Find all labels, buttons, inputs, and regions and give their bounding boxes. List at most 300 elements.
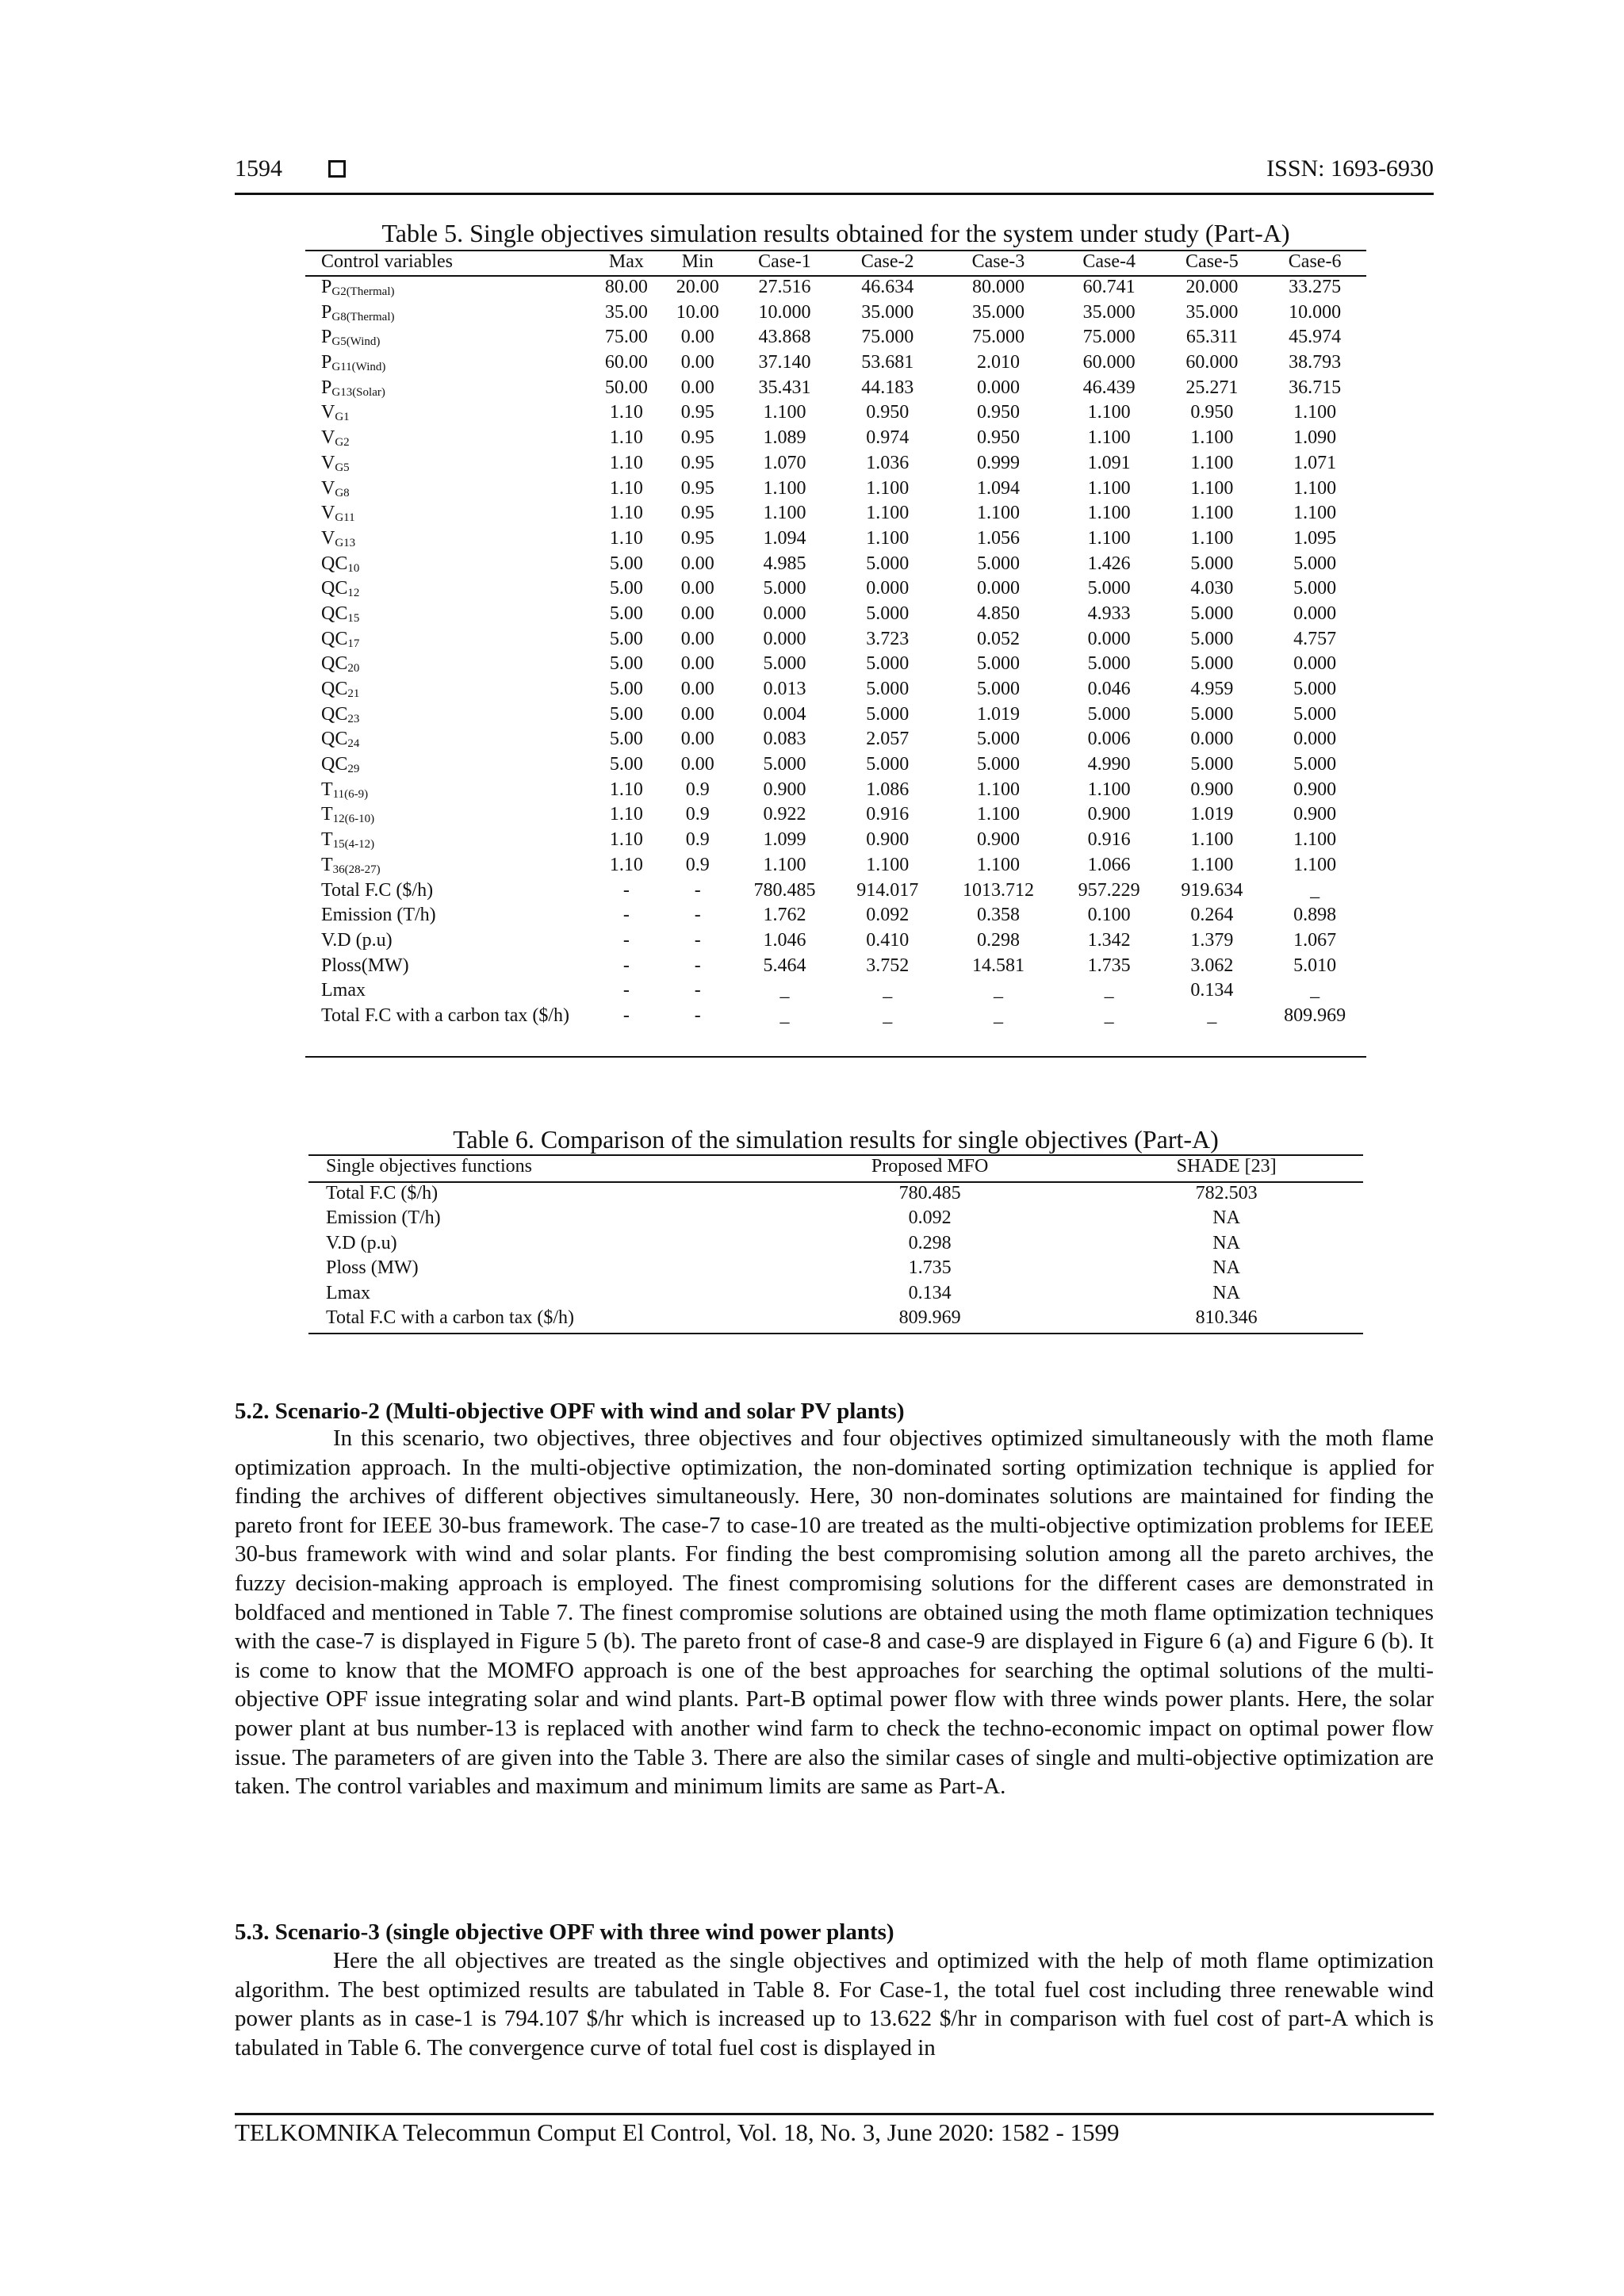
table5-cell: 35.000 <box>1185 301 1239 323</box>
table5-cell: 5.000 <box>763 754 806 775</box>
table5-row-label <box>305 880 591 905</box>
table5-cell: 37.140 <box>758 352 811 373</box>
table5-cell: 0.950 <box>866 402 910 423</box>
table6-row <box>308 1233 1363 1258</box>
variable-symbol: T <box>321 829 333 851</box>
table5-cell: 5.00 <box>609 679 643 699</box>
table6-cell: NA <box>1212 1257 1240 1278</box>
table5-cell: - <box>622 879 630 901</box>
table5-cell: 5.000 <box>976 553 1020 574</box>
variable-symbol: QC <box>321 603 348 624</box>
table5-cell: 0.006 <box>1087 729 1131 750</box>
table6-cell: NA <box>1212 1207 1240 1228</box>
table5-row <box>305 327 1366 352</box>
table5-cell: - <box>694 1004 701 1026</box>
variable-symbol: QC <box>321 754 348 775</box>
table5-header-cell: Max <box>608 251 644 272</box>
table5-cell: _ <box>1310 879 1320 901</box>
variable-symbol: P <box>321 377 332 398</box>
table5-cell: 1.10 <box>609 829 643 851</box>
table5-cell: 1.762 <box>763 905 806 926</box>
table5-cell: 5.464 <box>763 955 806 976</box>
variable-symbol: QC <box>321 578 348 599</box>
table5-cell: 0.900 <box>1293 804 1337 825</box>
table5-cell: 1.100 <box>1190 527 1234 549</box>
table5-header-cell: Case-6 <box>1288 251 1342 272</box>
table5-cell: 5.000 <box>976 729 1020 750</box>
table5-cell: 5.000 <box>1087 703 1131 725</box>
table5-cell: 4.757 <box>1293 628 1337 649</box>
issn-label: ISSN: 1693-6930 <box>1266 155 1434 182</box>
table5-cell: 5.000 <box>976 754 1020 775</box>
variable-subscript: G5 <box>335 461 350 474</box>
variable-symbol: P <box>321 327 332 348</box>
table5-cell: 75.00 <box>604 327 648 348</box>
table5-header-cell: Case-1 <box>758 251 811 272</box>
table5-header-cell: Control variables <box>321 251 453 272</box>
table5-row-label <box>305 679 591 704</box>
table5-cell: 5.000 <box>1293 754 1337 775</box>
table5-cell: 0.95 <box>680 477 714 499</box>
table5-header-cell: Case-4 <box>1082 251 1136 272</box>
variable-subscript: 10 <box>347 561 360 575</box>
variable-symbol: V <box>321 427 335 449</box>
table5-cell: 1.099 <box>763 829 806 851</box>
table5-header-cell: Case-2 <box>860 251 914 272</box>
table5-cell: 1.100 <box>866 854 910 875</box>
table5-cell: 1.735 <box>1087 955 1131 976</box>
table5-cell: 0.950 <box>976 427 1020 449</box>
table5-cell: 919.634 <box>1181 879 1243 901</box>
variable-subscript: G13 <box>335 536 356 549</box>
table5-row <box>305 1005 1366 1057</box>
table5-header-cell: Case-3 <box>971 251 1025 272</box>
variable-subscript: G5(Wind) <box>331 335 381 349</box>
table6-cell: 0.134 <box>908 1282 952 1303</box>
table5-row-label <box>305 503 591 528</box>
variable-symbol: V <box>321 452 335 473</box>
table5-cell: 0.004 <box>763 703 806 725</box>
table5-cell: 65.311 <box>1185 327 1238 348</box>
table5-cell: 0.000 <box>866 578 910 599</box>
table5-cell: 3.752 <box>866 955 910 976</box>
table5-cell: 5.00 <box>609 603 643 624</box>
table5-cell: 1.100 <box>1190 503 1234 524</box>
variable-symbol: QC <box>321 628 348 649</box>
table5-cell: 60.000 <box>1185 352 1239 373</box>
table5-cell: 5.000 <box>1293 553 1337 574</box>
variable-subscript: G2(Thermal) <box>331 285 395 298</box>
table5-cell: 1.066 <box>1087 854 1131 875</box>
table5-row <box>305 829 1366 855</box>
table5-cell: 4.959 <box>1190 679 1234 699</box>
table5-row-label <box>305 553 591 579</box>
table5-row <box>305 528 1366 553</box>
table5-cell: 0.000 <box>763 603 806 624</box>
table5-cell: 1.100 <box>1190 452 1234 473</box>
table5-cell: 3.062 <box>1190 955 1234 976</box>
table5-row <box>305 905 1366 930</box>
table5-row-label <box>305 603 591 629</box>
table5-row <box>305 302 1366 327</box>
table5-cell: 1.100 <box>1087 402 1131 423</box>
table5-row-label <box>305 478 591 503</box>
variable-subscript: 11(6-9) <box>332 787 369 801</box>
table5-cell: 1.067 <box>1293 929 1337 951</box>
table5-row <box>305 679 1366 704</box>
table5-cell: 914.017 <box>856 879 919 901</box>
table5-cell: 0.000 <box>1087 628 1131 649</box>
table5-cell: 14.581 <box>971 955 1025 976</box>
table5-cell: 10.000 <box>1289 301 1342 323</box>
table5-cell: 5.000 <box>1087 578 1131 599</box>
table5-cell: _ <box>993 980 1003 1001</box>
table5-cell: 1.100 <box>763 854 806 875</box>
table5-cell: 0.00 <box>680 628 714 649</box>
variable-subscript: G11 <box>335 511 355 525</box>
table5-cell: 0.00 <box>680 578 714 599</box>
table5-cell: 1.090 <box>1293 427 1337 449</box>
variable-symbol: V <box>321 402 335 423</box>
table5-cell: 0.9 <box>685 829 710 851</box>
table5-cell: 36.715 <box>1289 377 1342 398</box>
table5-cell: 5.000 <box>866 703 910 725</box>
variable-symbol: Ploss(MW) <box>321 955 409 976</box>
table6-row-label: Emission (T/h) <box>326 1207 441 1228</box>
table5-cell: 1.100 <box>976 804 1020 825</box>
table5-cell: 5.00 <box>609 729 643 750</box>
table5-cell: 0.00 <box>680 703 714 725</box>
table5-cell: 5.000 <box>763 578 806 599</box>
section-5-2-paragraph: In this scenario, two objectives, three objectives and four objectives optimized simultaneously with the moth flame optimization approach. In the multi-objective optimization, the non-dominated sorting optimization technique is applied for finding the archives of different objectives simultaneously. Here, 30 non-dominates solutions are maintained for finding the pareto front for IEEE 30-bus framework. The case-7 to case-10 are treated as the multi-objective optimization problems for IEEE 30-bus framework with wind and solar plants. For finding the best compromising solution among all the pareto archives, the fuzzy decision-making approach is employed. The finest compromising solutions for the different cases are demonstrated in boldfaced and mentioned in Table 7. The finest compromise solutions are obtained using the moth flame optimization techniques with the case-7 is displayed in Figure 5 (b). The pareto front of case-8 and case-9 are displayed in Figure 6 (a) and Figure 6 (b). It is come to know that the MOMFO approach is one of the best approaches for searching the optimal solutions of the multi-objective OPF issue integrating solar and wind plants. Part-B optimal power flow with three winds power plants. Here, the solar power plant at bus number-13 is replaced with another wind farm to check the techno-economic impact on optimal power flow issue. The parameters of are given into the Table 3. There are also the similar cases of single and multi-objective optimization are taken. The control variables and maximum and minimum limits are same as Part-A. <box>235 1425 1434 1800</box>
table6-row-label: Lmax <box>326 1282 370 1303</box>
table5-cell: 1.10 <box>609 804 643 825</box>
table5-cell: 809.969 <box>1284 1004 1346 1026</box>
table5-cell: - <box>622 980 630 1001</box>
variable-subscript: 12 <box>347 587 360 600</box>
table5-cell: 0.900 <box>763 779 806 800</box>
table5-row-label <box>305 352 591 377</box>
table5-cell: 1.100 <box>1293 854 1337 875</box>
table5-cell: 957.229 <box>1078 879 1140 901</box>
table5-cell: 0.95 <box>680 452 714 473</box>
table5-cell: 0.95 <box>680 503 714 524</box>
table5-cell: 44.183 <box>861 377 914 398</box>
table5-row-label <box>305 930 591 955</box>
table5-cell: 35.000 <box>1082 301 1136 323</box>
table5-cell: 80.00 <box>604 277 648 297</box>
variable-symbol: V <box>321 527 335 549</box>
table5-header-row <box>305 251 1366 276</box>
table5-cell: 5.000 <box>976 653 1020 675</box>
table5-cell: 75.000 <box>1082 327 1136 348</box>
variable-subscript: 24 <box>347 737 360 751</box>
table5-cell: 1.070 <box>763 452 806 473</box>
table5-cell: 0.9 <box>685 804 710 825</box>
variable-symbol: QC <box>321 653 348 675</box>
table5-cell: 0.95 <box>680 527 714 549</box>
table5-row <box>305 377 1366 403</box>
variable-subscript: 36(28-27) <box>332 863 381 876</box>
table5-row-label <box>305 754 591 779</box>
table5-cell: 1.100 <box>866 503 910 524</box>
table5-row-label <box>305 980 591 1005</box>
table5-cell: 0.00 <box>680 729 714 750</box>
table5-cell: 5.000 <box>1293 578 1337 599</box>
table5-cell: 1.100 <box>1293 477 1337 499</box>
table5-cell: 5.000 <box>1293 679 1337 699</box>
table5-cell: 5.000 <box>1190 603 1234 624</box>
table5-row <box>305 553 1366 579</box>
table6-row-label: V.D (p.u) <box>326 1232 397 1253</box>
table5-cell: 1.100 <box>1293 503 1337 524</box>
table5-cell: 1.095 <box>1293 527 1337 549</box>
table5-cell: 75.000 <box>971 327 1025 348</box>
table5-cell: 0.410 <box>866 929 910 951</box>
table5-cell: 0.052 <box>976 628 1020 649</box>
variable-subscript: 15 <box>347 611 360 625</box>
table5-row-label <box>305 1005 591 1057</box>
table6-row <box>308 1182 1363 1208</box>
table5-cell: 0.083 <box>763 729 806 750</box>
variable-symbol: Total F.C ($/h) <box>321 879 434 901</box>
header-rule <box>235 193 1434 195</box>
table6-row <box>308 1207 1363 1233</box>
variable-symbol: Lmax <box>321 980 366 1001</box>
table5-cell: 0.264 <box>1190 905 1234 926</box>
table5-cell: 5.000 <box>1190 703 1234 725</box>
table5-cell: 5.000 <box>976 679 1020 699</box>
table5-row-label <box>305 729 591 754</box>
table5-cell: 0.95 <box>680 402 714 423</box>
table6-row <box>308 1257 1363 1283</box>
table5-cell: 5.00 <box>609 754 643 775</box>
table6-cell: 782.503 <box>1195 1182 1258 1203</box>
table5-cell: 1.10 <box>609 854 643 875</box>
table5-cell: 5.000 <box>763 653 806 675</box>
table5-row <box>305 478 1366 503</box>
table5-row <box>305 402 1366 427</box>
table5-row <box>305 453 1366 478</box>
table6-row-label: Total F.C ($/h) <box>326 1182 439 1203</box>
table5-row <box>305 653 1366 679</box>
table5-cell: 1.10 <box>609 527 643 549</box>
table5-row-label <box>305 427 591 453</box>
table5-cell: 10.000 <box>758 301 811 323</box>
table5-row-label <box>305 578 591 603</box>
footer-rule <box>235 2113 1434 2115</box>
table5-cell: 0.000 <box>976 578 1020 599</box>
table5-cell: 45.974 <box>1289 327 1342 348</box>
table5-row <box>305 855 1366 880</box>
variable-subscript: 21 <box>347 687 360 700</box>
table6-header-cell: SHADE [23] <box>1176 1156 1277 1177</box>
table5-cell: 5.00 <box>609 578 643 599</box>
table5-cell: 80.000 <box>971 277 1025 297</box>
table5-cell: 1.100 <box>866 527 910 549</box>
table5-cell: 0.916 <box>866 804 910 825</box>
table5-cell: 0.900 <box>1190 779 1234 800</box>
variable-symbol: T <box>321 804 333 825</box>
variable-symbol: QC <box>321 703 348 725</box>
table6-cell: 1.735 <box>908 1257 952 1278</box>
variable-subscript: 20 <box>347 662 360 675</box>
table5-cell: 1.086 <box>866 779 910 800</box>
table5-cell: 43.868 <box>758 327 811 348</box>
table5-cell: 0.046 <box>1087 679 1131 699</box>
variable-symbol: Emission (T/h) <box>321 905 436 926</box>
table5-cell: 0.092 <box>866 905 910 926</box>
table5-cell: 0.000 <box>976 377 1020 398</box>
table5-cell: - <box>622 1004 630 1026</box>
table5-row-label <box>305 528 591 553</box>
table5-cell: _ <box>883 980 893 1001</box>
table6-row <box>308 1307 1363 1334</box>
table5-row <box>305 729 1366 754</box>
table5-cell: 1013.712 <box>962 879 1034 901</box>
table5-cell: 5.000 <box>866 653 910 675</box>
page-number: 1594 <box>235 155 282 182</box>
table5-cell: - <box>622 955 630 976</box>
table5-row <box>305 427 1366 453</box>
table5-cell: 1.100 <box>1190 854 1234 875</box>
table5-cell: 1.100 <box>1293 402 1337 423</box>
table5-cell: 0.358 <box>976 905 1020 926</box>
table5-cell: 5.00 <box>609 553 643 574</box>
table5-row <box>305 704 1366 729</box>
table5-row <box>305 880 1366 905</box>
table6-cell: NA <box>1212 1232 1240 1253</box>
table5-row-label <box>305 829 591 855</box>
table5-cell: 1.100 <box>1190 477 1234 499</box>
table5-cell: - <box>694 929 701 951</box>
table5-row-label <box>305 804 591 829</box>
table5-row <box>305 629 1366 654</box>
table5-row-label <box>305 779 591 805</box>
table5-cell: 1.100 <box>976 854 1020 875</box>
table5-cell: 0.00 <box>680 679 714 699</box>
table5-cell: 75.000 <box>861 327 914 348</box>
table5-cell: 4.850 <box>976 603 1020 624</box>
table5-cell: 1.10 <box>609 779 643 800</box>
table5-cell: 4.030 <box>1190 578 1234 599</box>
table5-row-label <box>305 955 591 981</box>
table5-cell: 33.275 <box>1289 277 1342 297</box>
table5-cell: 0.00 <box>680 754 714 775</box>
table5-cell: 53.681 <box>861 352 914 373</box>
table5-row-label <box>305 653 591 679</box>
table5-cell: 1.071 <box>1293 452 1337 473</box>
table5-row-label <box>305 402 591 427</box>
variable-symbol: V <box>321 503 335 524</box>
table5-cell: 0.000 <box>763 628 806 649</box>
table5-row-label <box>305 327 591 352</box>
table5-cell: - <box>694 879 701 901</box>
table5-row <box>305 980 1366 1005</box>
table5-cell: 10.00 <box>676 301 719 323</box>
table5-row-label <box>305 453 591 478</box>
table5-cell: 0.950 <box>976 402 1020 423</box>
table6-header-cell: Proposed MFO <box>871 1156 989 1177</box>
table6-cell: 0.092 <box>908 1207 952 1228</box>
variable-symbol: T <box>321 779 333 800</box>
table5-cell: 0.134 <box>1190 980 1234 1001</box>
table5-cell: _ <box>779 1004 790 1026</box>
table5-cell: 5.00 <box>609 653 643 675</box>
table5-cell: 1.100 <box>1087 779 1131 800</box>
table5-cell: 20.00 <box>676 277 719 297</box>
table5-row <box>305 352 1366 377</box>
table5-cell: 0.9 <box>685 779 710 800</box>
variable-symbol: V <box>321 477 335 499</box>
table5-cell: 1.100 <box>1087 427 1131 449</box>
table5-cell: 5.000 <box>1190 754 1234 775</box>
table5-cell: 46.634 <box>861 277 914 297</box>
table6-cell: 780.485 <box>898 1182 961 1203</box>
table5-cell: 0.950 <box>1190 402 1234 423</box>
table5-row <box>305 276 1366 302</box>
table5-cell: 1.342 <box>1087 929 1131 951</box>
table5-cell: _ <box>993 1004 1003 1026</box>
table5-cell: 1.10 <box>609 427 643 449</box>
table5-cell: 5.010 <box>1293 955 1337 976</box>
table5-cell: 35.000 <box>861 301 914 323</box>
table5-cell: 4.990 <box>1087 754 1131 775</box>
table5-cell: 0.00 <box>680 377 714 398</box>
variable-symbol: P <box>321 277 332 297</box>
table5-cell: 1.056 <box>976 527 1020 549</box>
table5-cell: - <box>622 929 630 951</box>
table5-cell: - <box>622 905 630 926</box>
variable-symbol: QC <box>321 679 348 699</box>
table5-header-cell: Case-5 <box>1185 251 1239 272</box>
table5-cell: 1.379 <box>1190 929 1234 951</box>
table5-row-label <box>305 704 591 729</box>
variable-symbol: P <box>321 352 332 373</box>
table5-cell: 1.100 <box>763 503 806 524</box>
variable-symbol: QC <box>321 729 348 750</box>
table5-cell: 0.00 <box>680 553 714 574</box>
table5-row-label <box>305 302 591 327</box>
table5-cell: _ <box>779 980 790 1001</box>
table5-cell: 1.426 <box>1087 553 1131 574</box>
table5-cell: 0.974 <box>866 427 910 449</box>
table5-cell: 4.933 <box>1087 603 1131 624</box>
table5-cell: 0.000 <box>1190 729 1234 750</box>
variable-subscript: 17 <box>347 637 360 650</box>
table5-cell: 1.100 <box>1087 527 1131 549</box>
table5-header-cell: Min <box>681 251 714 272</box>
table5-cell: 1.10 <box>609 402 643 423</box>
table5-cell: 4.985 <box>763 553 806 574</box>
table5-cell: 46.439 <box>1082 377 1136 398</box>
table5-cell: 1.100 <box>976 503 1020 524</box>
table5-row <box>305 955 1366 981</box>
table5-cell: 1.100 <box>1087 503 1131 524</box>
table5-cell: 50.00 <box>604 377 648 398</box>
table5-row <box>305 503 1366 528</box>
table5-cell: 35.000 <box>971 301 1025 323</box>
table5-cell: 1.100 <box>1293 829 1337 851</box>
table5-cell: 2.057 <box>866 729 910 750</box>
table5-cell: 5.000 <box>1087 653 1131 675</box>
table5-cell: 0.013 <box>763 679 806 699</box>
table5-cell: 3.723 <box>866 628 910 649</box>
variable-symbol: Total F.C with a carbon tax ($/h) <box>321 1004 569 1026</box>
table5-cell: _ <box>1207 1004 1217 1026</box>
table5-row <box>305 930 1366 955</box>
table5-cell: - <box>694 905 701 926</box>
